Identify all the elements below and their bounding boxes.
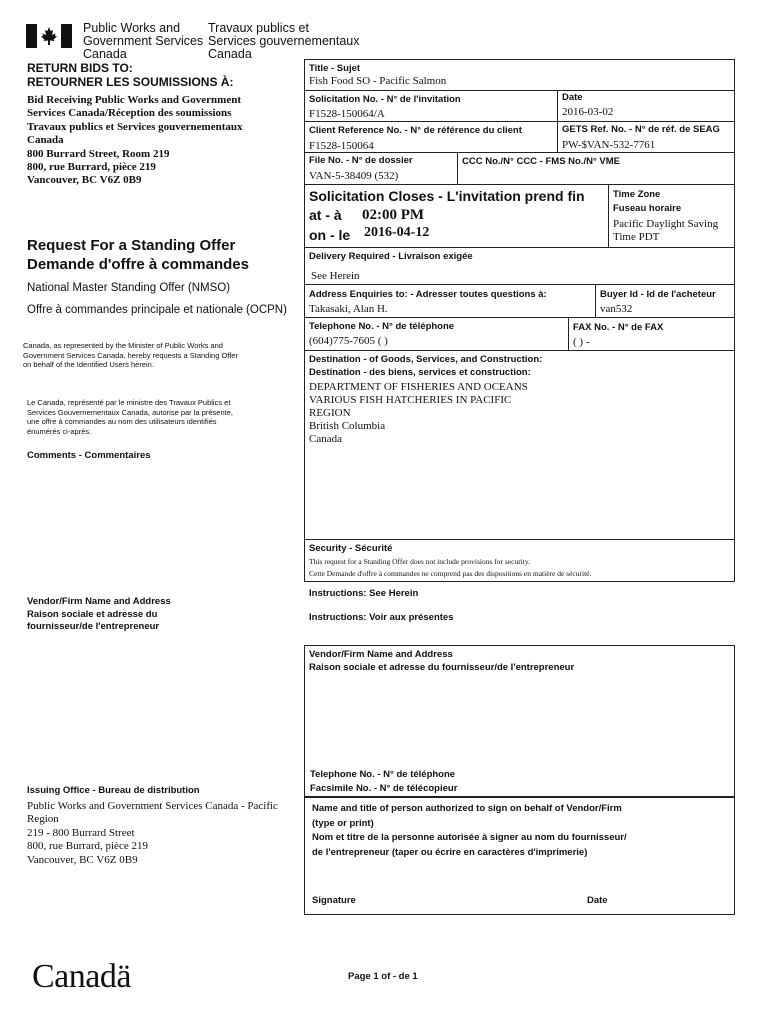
authorized-signer-label	[312, 802, 627, 860]
telephone-label: Telephone No. - N° de téléphone	[309, 321, 455, 332]
request-title	[27, 236, 249, 274]
time-zone-label-fr: Fuseau horaire	[613, 203, 682, 214]
vendor-left-line: fournisseur/de l'entrepreneur	[27, 621, 160, 632]
buyer-id-value: van532	[600, 303, 633, 315]
signer-line: Name and title of person authorized to sign on behalf of Vendor/Firm	[312, 803, 622, 814]
dept-fr-line: Travaux publics et	[208, 21, 309, 35]
para-line: Government Services Canada, hereby requests a Standing Offer	[23, 350, 238, 360]
gets-ref-label: GETS Ref. No. - N° de réf. de SEAG	[562, 124, 720, 135]
destination-label-fr: Destination - des biens, services et construction:	[309, 367, 531, 378]
destination-line: REGION	[309, 407, 351, 419]
title-label: Title - Sujet	[309, 63, 361, 74]
para-line: énumérés ci-après.	[27, 426, 92, 436]
gets-ref-value: PW-$VAN-532-7761	[562, 139, 656, 151]
fax-value: ( ) -	[573, 336, 590, 348]
time-zone-label-en: Time Zone	[613, 189, 661, 200]
client-ref-value: F1528-150064	[309, 140, 374, 152]
para-line: Le Canada, représenté par le ministre des Travaux Publics et	[27, 398, 231, 407]
vendor-left-label	[27, 596, 171, 634]
file-no-label: File No. - N° de dossier	[309, 155, 413, 166]
issuing-line: Public Works and Government Services Canada - Pacific	[27, 800, 278, 812]
para-line: Services Gouvernementaux Canada, autorise par la présente,	[27, 407, 233, 417]
instructions-en: Instructions: See Herein	[309, 588, 419, 599]
destination-line: Canada	[309, 433, 342, 445]
issuing-line: 219 - 800 Burrard Street	[27, 826, 135, 839]
security-text-en: This request for a Standing Offer does not include provisions for security.	[309, 557, 530, 566]
return-bids-title	[27, 61, 233, 89]
address-line: 800 Burrard Street, Room 219	[27, 147, 170, 160]
vendor-left-line: Raison sociale et adresse du	[27, 608, 158, 620]
return-bids-title-en: RETURN BIDS TO:	[27, 61, 133, 75]
dept-en-line: Canada	[83, 47, 127, 61]
telephone-value: (604)775-7605 ( )	[309, 335, 388, 347]
date-label: Date	[562, 92, 583, 103]
delivery-label: Delivery Required - Livraison exigée	[309, 251, 473, 262]
dept-en-line: Government Services	[83, 34, 204, 48]
request-title-fr: Demande d'offre à commandes	[27, 256, 249, 273]
destination-label-en: Destination - of Goods, Services, and Construction:	[309, 354, 543, 365]
dept-en-line: Public Works and	[83, 21, 181, 35]
flag-icon	[26, 24, 72, 48]
request-paragraph-fr	[27, 398, 233, 436]
closes-at-label: at - à	[309, 207, 342, 223]
instructions-fr: Instructions: Voir aux présentes	[309, 612, 454, 623]
signature-label: Signature	[312, 895, 356, 906]
fax-label: FAX No. - N° de FAX	[573, 322, 664, 333]
enquiries-value: Takasaki, Alan H.	[309, 303, 388, 315]
client-ref-label: Client Reference No. - N° de référence du client	[309, 125, 522, 136]
dept-fr-line: Canada	[208, 47, 252, 61]
signer-line: Nom et titre de la personne autorisée à signer au nom du fournisseur/	[312, 832, 627, 843]
return-bids-address	[27, 94, 243, 188]
request-title-en: Request For a Standing Offer	[27, 237, 236, 254]
closes-on-value: 2016-04-12	[364, 225, 430, 240]
issuing-office-label: Issuing Office - Bureau de distribution	[27, 785, 200, 796]
return-bids-title-fr: RETOURNER LES SOUMISSIONS À:	[27, 75, 234, 89]
security-label: Security - Sécurité	[309, 543, 393, 554]
destination-line: VARIOUS FISH HATCHERIES IN PACIFIC	[309, 394, 512, 406]
address-line: 800, rue Burrard, pièce 219	[27, 161, 156, 174]
address-line: Services Canada/Réception des soumissions	[27, 107, 232, 120]
address-line: Travaux publics et Services gouvernementaux	[27, 120, 243, 133]
signer-line: de l'entrepreneur (taper ou écrire en caractères d'imprimerie)	[312, 846, 588, 858]
address-line: Canada	[27, 134, 64, 147]
closes-label: Solicitation Closes - L'invitation prend fin	[309, 188, 585, 204]
department-name-fr	[208, 22, 359, 61]
destination-value	[309, 381, 528, 446]
vendor-box-label-1: Vendor/Firm Name and Address	[309, 649, 453, 660]
nmso-label: National Master Standing Offer (NMSO)	[27, 282, 231, 294]
para-line: Canada, as represented by the Minister of Public Works and	[23, 341, 223, 350]
closes-on-label: on - le	[309, 227, 351, 243]
para-line: on behalf of the Identified Users herein.	[23, 360, 154, 369]
time-zone-value	[613, 218, 718, 244]
delivery-value: See Herein	[311, 270, 360, 282]
para-line: une offre à commandes au nom des utilisateurs identifiés	[27, 417, 217, 426]
solicitation-value: F1528-150064/A	[309, 108, 385, 120]
date-value: 2016-03-02	[562, 106, 614, 118]
closes-at-value: 02:00 PM	[362, 207, 425, 223]
security-text-fr: Cette Demande d'offre à commandes ne comprend pas des dispositions en matière de sécurité.	[309, 569, 592, 578]
department-name-en	[83, 22, 203, 61]
buyer-id-label: Buyer Id - Id de l'acheteur	[600, 289, 716, 300]
issuing-line: Region	[27, 813, 59, 826]
solicitation-label: Solicitation No. - N° de l'invitation	[309, 94, 461, 105]
ocpn-label: Offre à commandes principale et nationale (OCPN)	[27, 304, 287, 316]
comments-label: Comments - Commentaires	[27, 450, 151, 461]
enquiries-label: Address Enquiries to: - Adresser toutes questions à:	[309, 289, 547, 300]
destination-line: British Columbia	[309, 420, 386, 432]
ccc-label: CCC No./N° CCC - FMS No./N° VME	[462, 156, 621, 167]
vendor-box-label-2: Raison sociale et adresse du fournisseur/de l'entrepreneur	[309, 662, 575, 673]
address-line: Vancouver, BC V6Z 0B9	[27, 174, 142, 187]
vendor-telephone-label: Telephone No. - N° de téléphone	[310, 769, 456, 780]
signature-date-label: Date	[587, 895, 608, 906]
issuing-line: Vancouver, BC V6Z 0B9	[27, 853, 138, 866]
vendor-left-line: Vendor/Firm Name and Address	[27, 596, 171, 607]
issuing-line: 800, rue Burrard, pièce 219	[27, 840, 148, 853]
time-zone-line: Pacific Daylight Saving	[613, 218, 719, 230]
issuing-office-address	[27, 800, 278, 867]
title-value: Fish Food SO - Pacific Salmon	[309, 75, 447, 87]
page-number: Page 1 of - de 1	[348, 971, 418, 982]
address-line: Bid Receiving Public Works and Government	[27, 94, 242, 106]
signer-line: (type or print)	[312, 817, 374, 829]
file-no-value: VAN-5-38409 (532)	[309, 170, 399, 182]
canada-wordmark: Canadä	[32, 958, 131, 995]
dept-fr-line: Services gouvernementaux	[208, 34, 360, 48]
vendor-fax-label: Facsimile No. - N° de télécopieur	[310, 783, 458, 794]
time-zone-line: Time PDT	[613, 231, 660, 243]
destination-line: DEPARTMENT OF FISHERIES AND OCEANS	[309, 381, 528, 393]
request-paragraph-en	[23, 341, 238, 370]
